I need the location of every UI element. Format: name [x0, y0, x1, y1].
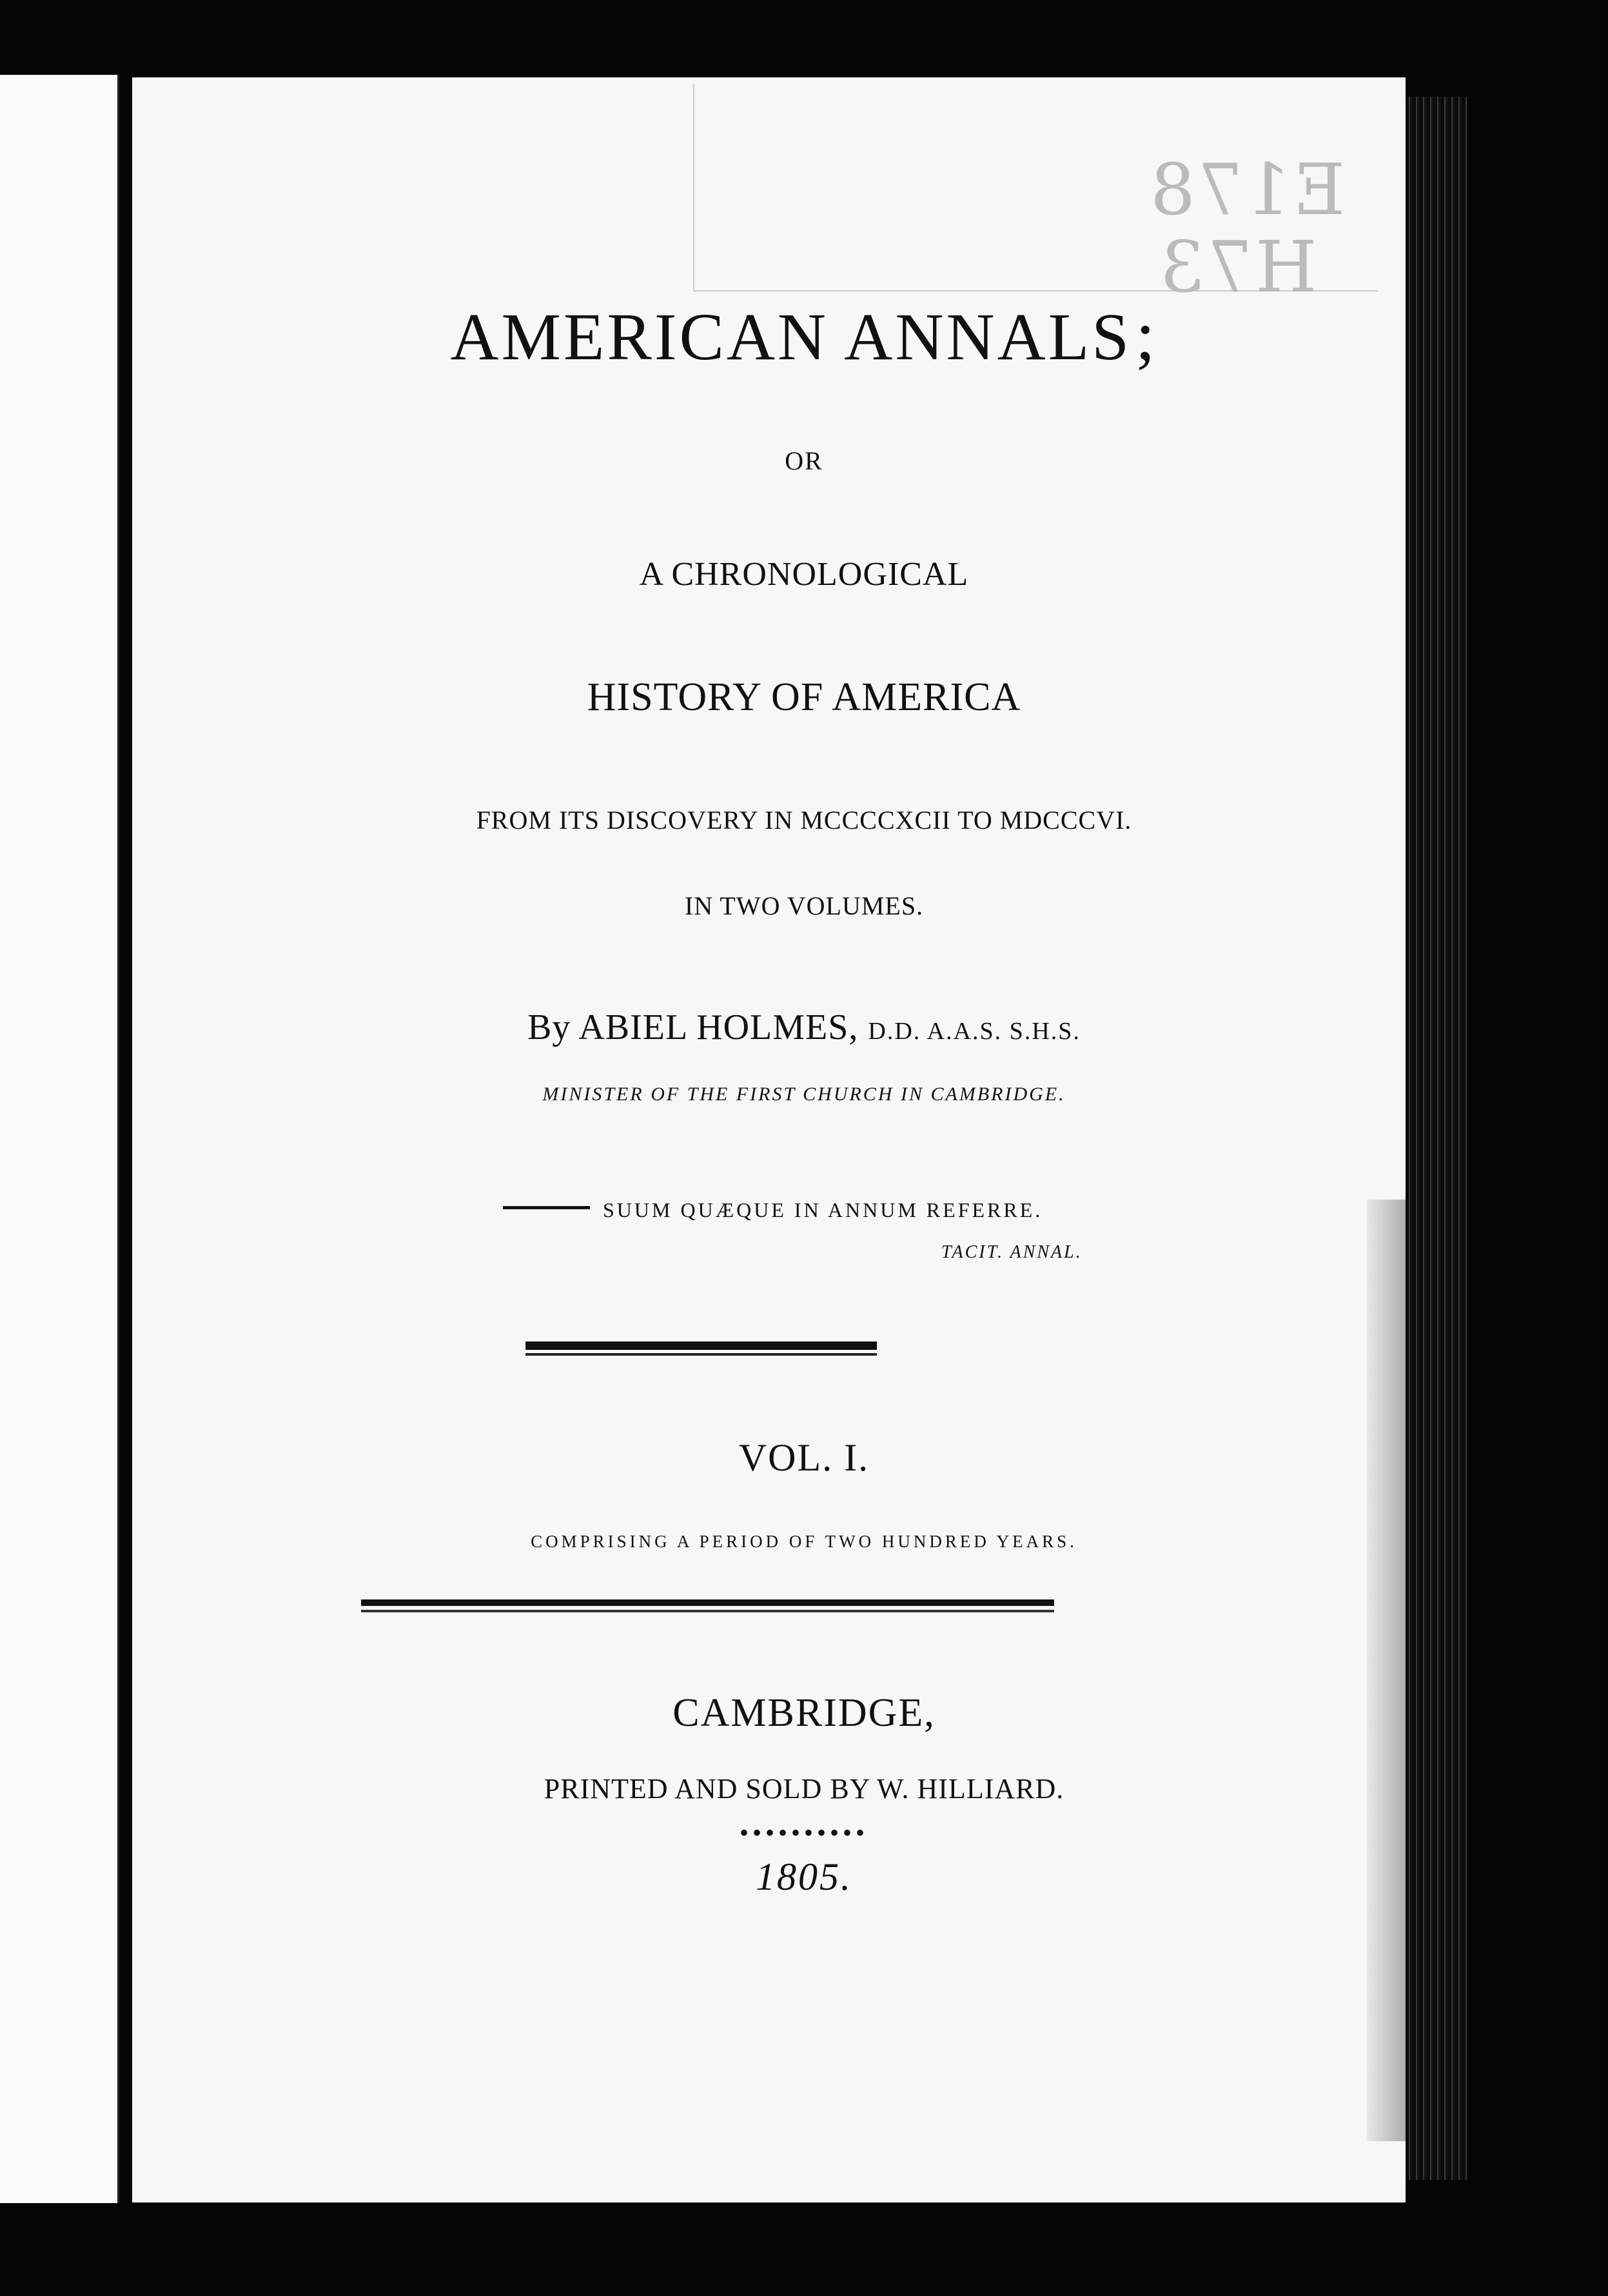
author-line — [0, 1009, 1608, 1045]
title-punctuation: ; — [1135, 296, 1158, 375]
imprint-year: 1805. — [756, 1856, 852, 1898]
motto: SUUM QUÆQUE IN ANNUM REFERRE. — [603, 1198, 1043, 1222]
title-text: AMERICAN ANNALS — [450, 300, 1132, 374]
imprint-place: CAMBRIDGE, — [672, 1691, 936, 1735]
author-position: MINISTER OF THE FIRST CHURCH IN CAMBRIDGE. — [542, 1084, 1066, 1105]
subtitle-line-1: A CHRONOLOGICAL — [639, 556, 969, 593]
date-range: FROM ITS DISCOVERY IN MCCCCXCII TO MDCCCVI. — [476, 806, 1132, 835]
motto-dash — [503, 1206, 590, 1209]
volume-number: VOL. I. — [738, 1436, 870, 1479]
call-number-line2: H73 — [1157, 226, 1317, 308]
divider-rule-top — [525, 1341, 877, 1350]
author-prefix: By — [527, 1007, 571, 1047]
volumes-note: IN TWO VOLUMES. — [684, 891, 924, 920]
imprint-printer: PRINTED AND SOLD BY W. HILLIARD. — [544, 1773, 1064, 1805]
motto-source: TACIT. ANNAL. — [941, 1242, 1083, 1262]
ornament-dots: •••••••••• — [739, 1818, 869, 1847]
volume-note: COMPRISING A PERIOD OF TWO HUNDRED YEARS. — [531, 1532, 1077, 1551]
divider-rule-bottom — [361, 1599, 1054, 1606]
author-degrees: D.D. A.A.S. S.H.S. — [868, 1018, 1081, 1045]
or-connector: OR — [785, 446, 823, 475]
divider-rule-bottom-thin — [361, 1610, 1054, 1612]
book-title — [0, 296, 1608, 375]
author-name: ABIEL HOLMES, — [578, 1007, 859, 1047]
divider-rule-top-thin — [525, 1353, 877, 1356]
call-number-line1: E178 — [1148, 148, 1346, 231]
subtitle-line-2: HISTORY OF AMERICA — [587, 675, 1021, 719]
